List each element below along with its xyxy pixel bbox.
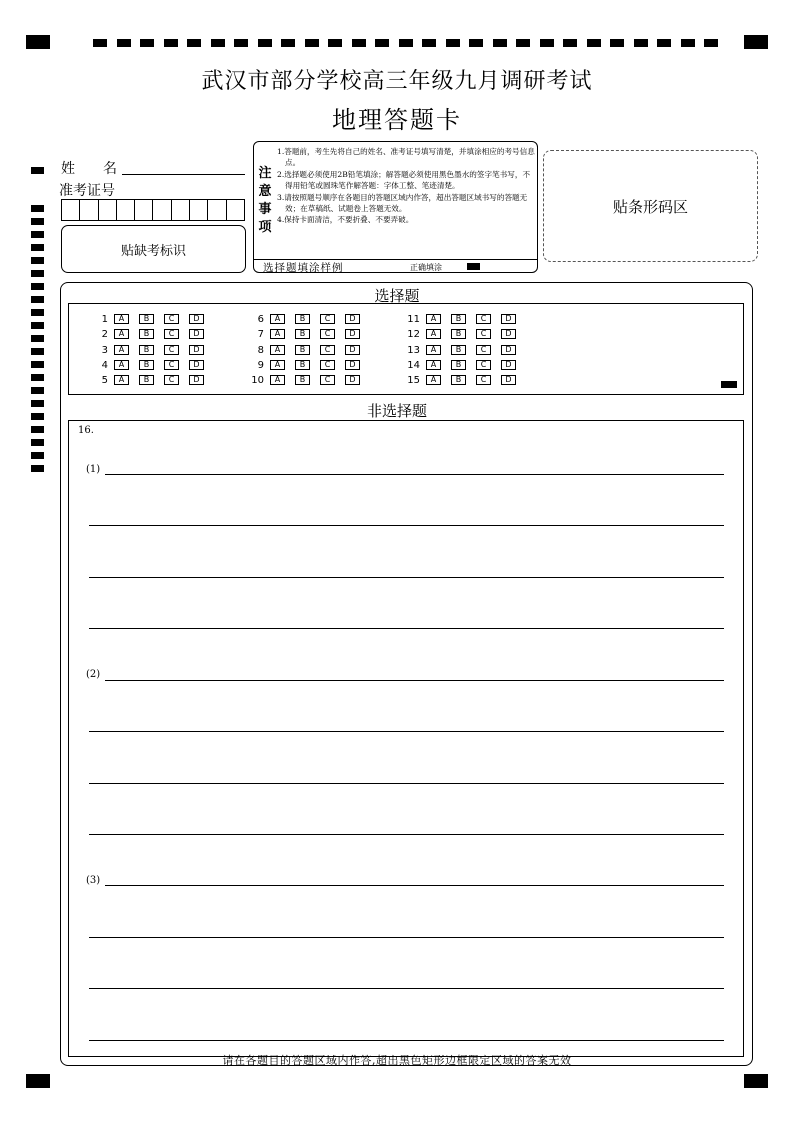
answer-line[interactable]: [89, 988, 724, 989]
mc-question-number: 2: [101, 328, 108, 340]
mc-option-bubble[interactable]: A: [270, 329, 285, 339]
mc-option-bubble[interactable]: D: [189, 314, 204, 324]
fill-sample-row: [254, 259, 537, 273]
mc-option-bubble[interactable]: D: [501, 329, 516, 339]
answer-line[interactable]: [89, 834, 724, 835]
mc-option-bubble[interactable]: B: [451, 329, 466, 339]
mc-question-row: [398, 359, 526, 371]
mc-option-bubble[interactable]: C: [320, 314, 335, 324]
mc-option-bubble[interactable]: C: [164, 329, 179, 339]
answer-line[interactable]: [105, 885, 724, 886]
mc-option-bubble[interactable]: D: [189, 345, 204, 355]
notice-side-label: 注 意 事 项: [258, 165, 272, 235]
mc-option-bubble[interactable]: D: [501, 314, 516, 324]
notice-item: 2.选择题必须使用2B铅笔填涂；解答题必须使用黑色墨水的签字笔书写，不得用铅笔或圆珠笔作解答题：字体工整、笔迹清楚。: [277, 169, 531, 191]
mc-option-bubble[interactable]: B: [451, 375, 466, 385]
mc-option-bubble[interactable]: C: [476, 345, 491, 355]
mc-question-number: 12: [407, 328, 420, 340]
mc-question-row: [398, 344, 526, 356]
mc-option-bubble[interactable]: D: [345, 329, 360, 339]
corner-mark-bottom-right: [744, 1074, 768, 1088]
mc-option-bubble[interactable]: B: [139, 345, 154, 355]
part-label: (3): [86, 875, 101, 886]
non-choice-box: [68, 420, 744, 1057]
mc-option-bubble[interactable]: A: [114, 345, 129, 355]
mc-question-row: [398, 328, 526, 340]
mc-question-row: [86, 374, 214, 386]
mc-question-row: [86, 344, 214, 356]
mc-option-bubble[interactable]: D: [345, 345, 360, 355]
mc-option-bubble[interactable]: B: [139, 329, 154, 339]
mc-option-bubble[interactable]: A: [426, 329, 441, 339]
mc-option-bubble[interactable]: A: [270, 345, 285, 355]
footer-note: 请在各题目的答题区域内作答,超出黑色矩形边框限定区域的答案无效: [222, 1054, 572, 1067]
correct-fill-label: 正确填涂: [410, 263, 442, 272]
answer-line[interactable]: [105, 474, 724, 475]
answer-line[interactable]: [89, 577, 724, 578]
mc-option-bubble[interactable]: C: [320, 329, 335, 339]
part-label: (2): [86, 669, 101, 680]
name-input-line[interactable]: [122, 174, 245, 175]
mc-option-bubble[interactable]: B: [295, 375, 310, 385]
answer-line[interactable]: [89, 1040, 724, 1041]
multiple-choice-title: 选择题: [374, 287, 420, 305]
mc-question-row: [242, 328, 370, 340]
exam-number-boxes[interactable]: [61, 199, 245, 221]
mc-question-number: 4: [101, 359, 108, 371]
notice-box: [253, 141, 538, 273]
mc-question-number: 9: [257, 359, 264, 371]
mc-option-bubble[interactable]: D: [501, 345, 516, 355]
barcode-label: 贴条形码区: [612, 197, 688, 216]
mc-option-bubble[interactable]: C: [476, 329, 491, 339]
mc-option-bubble[interactable]: C: [164, 360, 179, 370]
mc-option-bubble[interactable]: B: [451, 360, 466, 370]
mc-option-bubble[interactable]: C: [320, 360, 335, 370]
mc-question-number: 13: [407, 344, 420, 356]
mc-option-bubble[interactable]: B: [139, 314, 154, 324]
page-subtitle: 地理答题卡: [332, 106, 462, 134]
mc-option-bubble[interactable]: D: [501, 375, 516, 385]
answer-line[interactable]: [105, 680, 724, 681]
mc-question-row: [398, 313, 526, 325]
mc-question-row: [398, 374, 526, 386]
notice-item: 4.保持卡面清洁，不要折叠、不要弄破。: [277, 215, 414, 225]
notice-item: 3.请按照题号顺序在各题目的答题区域内作答，超出答题区域书写的答题无效；在草稿纸、试题卷上答题无效。: [277, 192, 528, 214]
notice-items: [277, 146, 535, 226]
mc-option-bubble[interactable]: B: [451, 345, 466, 355]
mc-question-number: 10: [251, 374, 264, 386]
absent-mark-box: [61, 225, 246, 273]
mc-option-bubble[interactable]: D: [189, 375, 204, 385]
answer-line[interactable]: [89, 937, 724, 938]
mc-option-bubble[interactable]: D: [345, 375, 360, 385]
answer-line[interactable]: [89, 525, 724, 526]
mc-option-bubble[interactable]: C: [320, 375, 335, 385]
mc-option-bubble[interactable]: A: [426, 314, 441, 324]
mc-question-row: [86, 328, 214, 340]
corner-mark-bottom-left: [26, 1074, 50, 1088]
mc-question-number: 1: [101, 313, 108, 325]
mc-option-bubble[interactable]: A: [270, 375, 285, 385]
mc-question-number: 3: [101, 344, 108, 356]
mc-question-row: [242, 313, 370, 325]
mc-question-row: [242, 359, 370, 371]
mc-option-bubble[interactable]: C: [476, 314, 491, 324]
mc-question-number: 14: [407, 359, 420, 371]
mc-question-row: [86, 359, 214, 371]
mc-option-bubble[interactable]: A: [426, 375, 441, 385]
mc-option-bubble[interactable]: C: [164, 375, 179, 385]
top-timing-strip: [93, 39, 718, 47]
mc-option-bubble[interactable]: B: [295, 360, 310, 370]
mc-option-bubble[interactable]: D: [501, 360, 516, 370]
mc-question-number: 8: [257, 344, 264, 356]
mc-question-number: 11: [407, 313, 420, 325]
mc-question-number: 7: [257, 328, 264, 340]
notice-item: 1.答题前，考生先将自己的姓名、准考证号填写清楚，并填涂相应的考号信息点。: [277, 147, 535, 168]
barcode-area: [543, 150, 758, 262]
mc-option-bubble[interactable]: B: [295, 314, 310, 324]
mc-option-bubble[interactable]: B: [451, 314, 466, 324]
absent-mark-label: 贴缺考标识: [120, 243, 186, 259]
page-title: 武汉市部分学校高三年级九月调研考试: [201, 69, 593, 94]
mc-option-bubble[interactable]: D: [345, 360, 360, 370]
mc-question-row: [242, 344, 370, 356]
mc-question-number: 6: [257, 313, 264, 325]
mc-option-bubble[interactable]: A: [426, 345, 441, 355]
mc-option-bubble[interactable]: B: [295, 345, 310, 355]
mc-option-bubble[interactable]: B: [139, 375, 154, 385]
mc-option-bubble[interactable]: B: [295, 329, 310, 339]
mc-option-bubble[interactable]: C: [164, 314, 179, 324]
exam-number-label: 准考证号: [59, 183, 115, 199]
name-label: 姓 名: [61, 161, 117, 177]
mc-option-bubble[interactable]: C: [164, 345, 179, 355]
corner-mark-top-right: [744, 35, 768, 49]
mc-option-bubble[interactable]: C: [476, 360, 491, 370]
mc-option-bubble[interactable]: A: [114, 329, 129, 339]
mc-option-bubble[interactable]: C: [320, 345, 335, 355]
corner-mark-top-left: [26, 35, 50, 49]
mc-timing-mark: [721, 381, 737, 388]
mc-option-bubble[interactable]: A: [270, 360, 285, 370]
mc-option-bubble[interactable]: B: [139, 360, 154, 370]
question-number: 16.: [78, 425, 94, 436]
mc-option-bubble[interactable]: A: [114, 314, 129, 324]
correct-fill-sample: [467, 263, 480, 270]
answer-line[interactable]: [89, 783, 724, 784]
non-choice-title: 非选择题: [366, 402, 427, 420]
mc-option-bubble[interactable]: D: [345, 314, 360, 324]
mc-option-bubble[interactable]: A: [270, 314, 285, 324]
mc-option-bubble[interactable]: A: [114, 375, 129, 385]
answer-line[interactable]: [89, 731, 724, 732]
mc-question-row: [242, 374, 370, 386]
mc-option-bubble[interactable]: D: [189, 360, 204, 370]
mc-question-number: 15: [407, 374, 420, 386]
answer-line[interactable]: [89, 628, 724, 629]
mc-question-row: [86, 313, 214, 325]
part-label: (1): [86, 464, 101, 475]
mc-question-number: 5: [101, 374, 108, 386]
fill-sample-label: 选择题填涂样例: [263, 262, 344, 274]
mc-option-bubble[interactable]: D: [189, 329, 204, 339]
mc-option-bubble[interactable]: C: [476, 375, 491, 385]
mc-option-bubble[interactable]: A: [426, 360, 441, 370]
mc-option-bubble[interactable]: A: [114, 360, 129, 370]
